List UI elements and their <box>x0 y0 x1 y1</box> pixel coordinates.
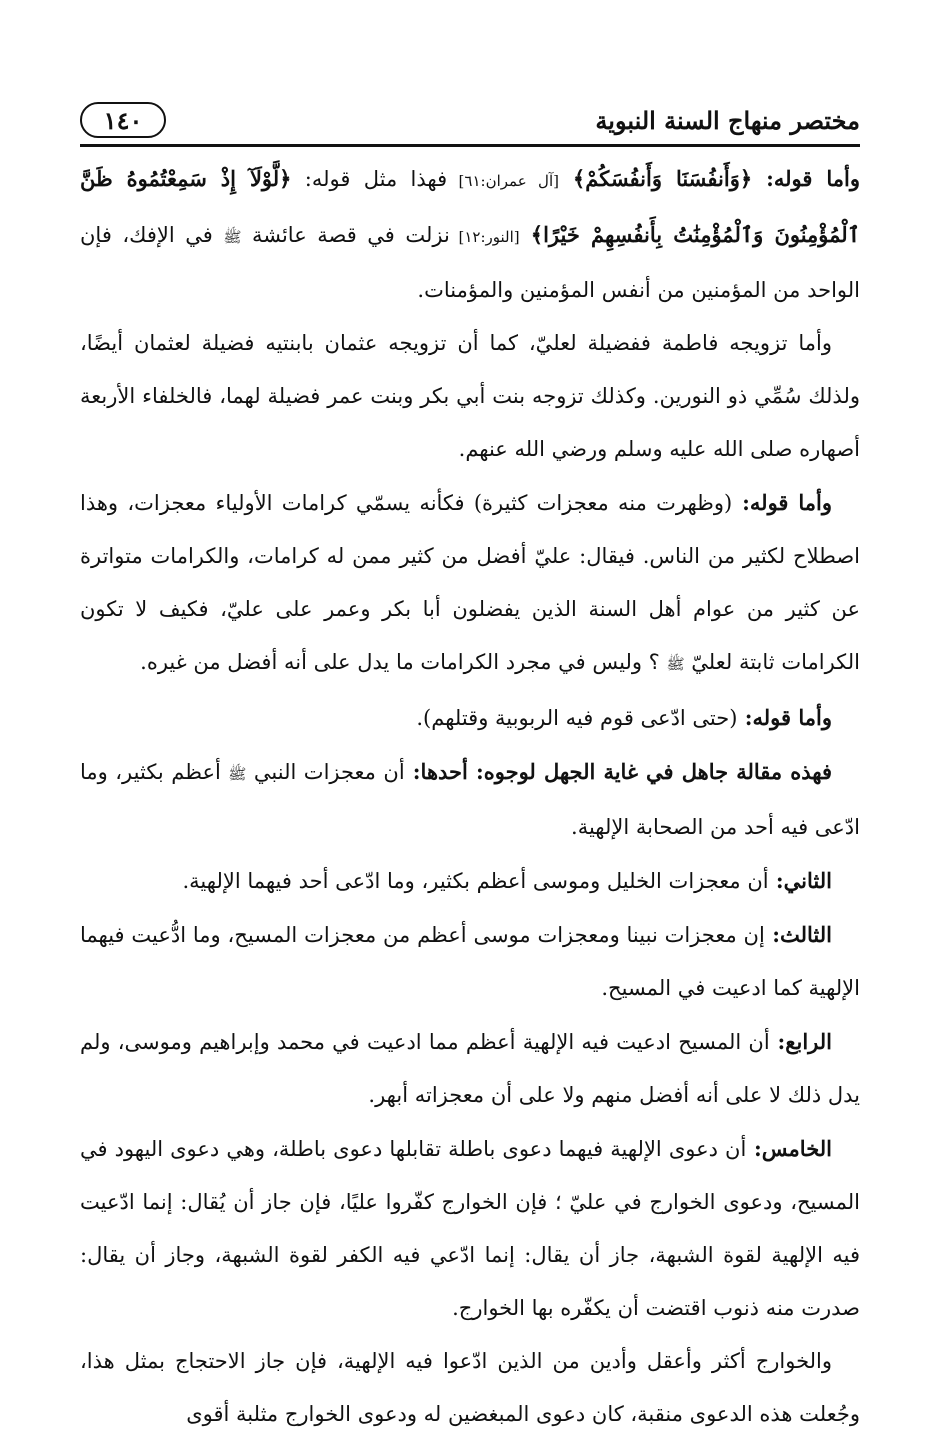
text-segment: أن دعوى الإلهية فيهما دعوى باطلة تقابلها دعوى باطلة، وهي دعوى اليهود في المسيح، ودعوى الخوارج في عليّ ؛ فإن الخوارج كفّروا عليًا، فإن جاز أن يُقال: إنما ادّعيت فيه الإلهية لقوة الشبهة، جاز أن يقال: إنما ادّعي فيه الكفر لقوة الشبهة، وجاز أن يقال: صدرت منه ذنوب اقتضت أن يكفّره بها الخوارج. <box>80 1137 860 1320</box>
text-segment: في الإفك، فإن الواحد من المؤمنين من أنفس المؤمنين والمؤمنات. <box>80 223 860 302</box>
text-segment: أن معجزات الخليل وموسى أعظم بكثير، وما ادّعى أحد فيهما الإلهية. <box>182 869 769 893</box>
paragraph-lead: وأما قوله: <box>752 166 860 191</box>
quran-quote: ﴿وَأَنفُسَنَا وَأَنفُسَكُمْ﴾ <box>558 166 753 191</box>
paragraph-p2 <box>80 317 860 476</box>
text-segment: أن معجزات النبي <box>246 760 405 784</box>
body-text <box>80 152 860 1441</box>
paragraph-p5 <box>80 745 860 854</box>
text-segment: (حتى ادّعى قوم فيه الربوبية وقتلهم). <box>416 706 738 730</box>
page-header <box>80 100 860 144</box>
verse-reference: [آل عمران:٦١] <box>447 172 559 190</box>
paragraph-lead: الخامس: <box>746 1136 832 1161</box>
running-title: مختصر منهاج السنة النبوية <box>595 106 860 135</box>
paragraph-p1 <box>80 152 860 317</box>
honorific-glyph: ﷺ <box>666 655 685 673</box>
text-segment: أن المسيح ادعيت فيه الإلهية أعظم مما ادعيت في محمد وإبراهيم وموسى، ولم يدل ذلك لا على أنه أفضل منهم ولا على أن معجزاته أبهر. <box>80 1030 860 1107</box>
text-segment: أعظم بكثير، وما ادّعى فيه أحد من الصحابة الإلهية. <box>80 760 860 839</box>
paragraph-p6 <box>80 854 860 908</box>
paragraph-p4 <box>80 691 860 745</box>
page-number: ١٤٠ <box>103 105 143 135</box>
paragraph-p8 <box>80 1015 860 1122</box>
header-divider <box>80 144 860 147</box>
paragraph-lead: وأما قوله: <box>732 490 832 515</box>
paragraph-lead: فهذه مقالة جاهل في غاية الجهل لوجوه: أحدها: <box>404 759 832 784</box>
paragraph-lead: الثالث: <box>764 922 832 947</box>
paragraph-p3 <box>80 476 860 691</box>
text-segment: نزلت في قصة عائشة <box>241 223 450 247</box>
verse-reference: [النور:١٢] <box>449 228 520 246</box>
paragraph-p9 <box>80 1122 860 1335</box>
honorific-glyph: ﷺ <box>223 228 242 246</box>
paragraph-lead: الثاني: <box>768 868 832 893</box>
text-segment: ؟ وليس في مجرد الكرامات ما يدل على أنه أفضل من غيره. <box>140 650 667 674</box>
text-segment: وأما تزويجه فاطمة ففضيلة لعليّ، كما أن تزويجه عثمان بابنتيه فضيلة لعثمان أيضًا، ولذلك سُمِّي ذو النورين. وكذلك تزوجه بنت أبي بكر وبنت عمر فضيلة لهما، فالخلفاء الأربعة أصهاره صلى الله عليه وسلم ورضي الله عنهم. <box>80 331 860 461</box>
honorific-glyph: ﷺ <box>228 765 247 783</box>
page-number-badge <box>80 102 166 138</box>
paragraph-lead: وأما قوله: <box>737 705 832 730</box>
text-segment: والخوارج أكثر وأعقل وأدين من الذين ادّعوا فيه الإلهية، فإن جاز الاحتجاج بمثل هذا، وجُعلت هذه الدعوى منقبة، كان دعوى المبغضين له ودعوى الخوارج مثلبة أقوى <box>80 1349 860 1426</box>
paragraph-p10 <box>80 1335 860 1441</box>
quran-quote: ﴿لَّوْلَآ إِذْ سَمِعْتُمُوهُ ظَنَّ ٱلْمُؤْمِنُونَ وَٱلْمُؤْمِنَٰتُ بِأَنفُسِهِمْ خَيْرًا﴾ <box>80 166 860 247</box>
paragraph-lead: الرابع: <box>769 1029 832 1054</box>
text-segment: (وظهرت منه معجزات كثيرة) فكأنه يسمّي كرامات الأولياء معجزات، وهذا اصطلاح لكثير من الناس. فيقال: عليّ أفضل من كثير ممن له كرامات، والكرامات متواترة عن كثير من عوام أهل السنة الذين يفضلون أبا بكر وعمر على عليّ، فكيف لا تكون الكرامات ثابتة لعليّ <box>80 491 860 674</box>
text-segment: فهذا مثل قوله: <box>291 167 448 191</box>
paragraph-p7 <box>80 908 860 1015</box>
text-segment: إن معجزات نبينا ومعجزات موسى أعظم من معجزات المسيح، وما ادُّعيت فيهما الإلهية كما ادعيت في المسيح. <box>80 923 860 1000</box>
